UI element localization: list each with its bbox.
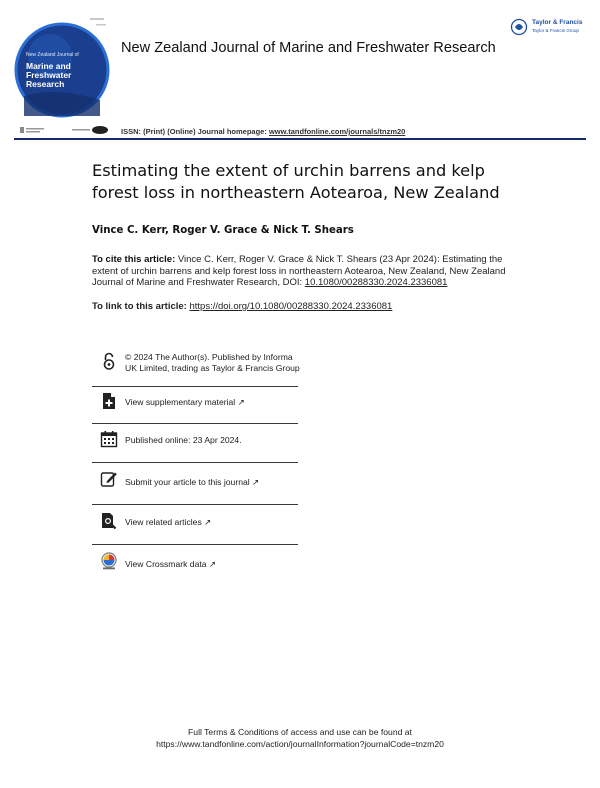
open-access-row (92, 350, 298, 384)
publisher-logos (20, 124, 116, 136)
related-articles-icon (100, 512, 118, 530)
article-title: Estimating the extent of urchin barrens and kelp forest loss in northeastern Aotearoa, New Zealand (92, 161, 500, 202)
article-link-line (92, 301, 392, 312)
link-label: To link to this article: (92, 301, 190, 312)
related-articles-link[interactable]: View related articles ↗ (125, 517, 212, 527)
doi-link[interactable]: 10.1080/00288330.2024.2336081 (304, 277, 448, 288)
crossmark-link[interactable]: View Crossmark data ↗ (125, 559, 217, 569)
citation: To cite this article: Vince C. Kerr, Roger V. Grace & Nick T. Shears (23 Apr 2024): Estimating the extent of urchin barrens and kelp forest loss in northeastern Aotearoa, New Zealand, New Zealand Journal of Marine and Freshwater Research, DOI: 10.1080/00288330.2024.2336081 (92, 254, 506, 288)
crossmark-icon (100, 552, 118, 570)
cover-title: Marine and Freshwater Research (26, 61, 72, 89)
related-row[interactable] (92, 510, 298, 540)
info-divider (92, 462, 298, 463)
article-authors: Vince C. Kerr, Roger V. Grace & Nick T. Shears (92, 225, 354, 236)
supplementary-icon (100, 392, 118, 410)
calendar-icon (100, 430, 118, 448)
supplementary-row[interactable] (92, 390, 298, 420)
publisher-name: Taylor & Francis (532, 19, 583, 26)
cover-small-text: New Zealand Journal of (26, 52, 79, 58)
issn-line: ISSN: (Print) (Online) Journal homepage: www.tandfonline.com/journals/tnzm20 (121, 127, 406, 136)
crossmark-row[interactable] (92, 550, 298, 580)
footer (0, 726, 600, 750)
open-access-icon (100, 352, 118, 370)
cite-label: To cite this article: (92, 254, 176, 265)
copyright-text: © 2024 The Author(s). Published by Informa UK Limited, trading as Taylor & Francis Group (125, 352, 300, 373)
submit-row[interactable] (92, 468, 298, 498)
info-divider (92, 504, 298, 505)
footer-terms-text: Full Terms & Conditions of access and use can be found at (188, 727, 412, 737)
publisher-subtitle: Taylor & Francis Group (532, 28, 579, 33)
submit-article-link[interactable]: Submit your article to this journal ↗ (125, 477, 260, 487)
journal-title: New Zealand Journal of Marine and Freshwater Research (121, 40, 496, 56)
info-divider (92, 386, 298, 387)
header-divider (14, 138, 586, 140)
info-divider (92, 423, 298, 424)
published-date: Published online: 23 Apr 2024. (125, 435, 242, 445)
submit-icon (100, 470, 118, 488)
supplementary-link[interactable]: View supplementary material ↗ (125, 397, 245, 407)
footer-terms-link[interactable]: https://www.tandfonline.com/action/journalInformation?journalCode=tnzm20 (156, 739, 444, 749)
published-row (92, 428, 298, 458)
info-divider (92, 544, 298, 545)
journal-homepage-link[interactable]: www.tandfonline.com/journals/tnzm20 (268, 127, 406, 136)
article-doi-link[interactable]: https://doi.org/10.1080/00288330.2024.2336081 (189, 301, 393, 312)
